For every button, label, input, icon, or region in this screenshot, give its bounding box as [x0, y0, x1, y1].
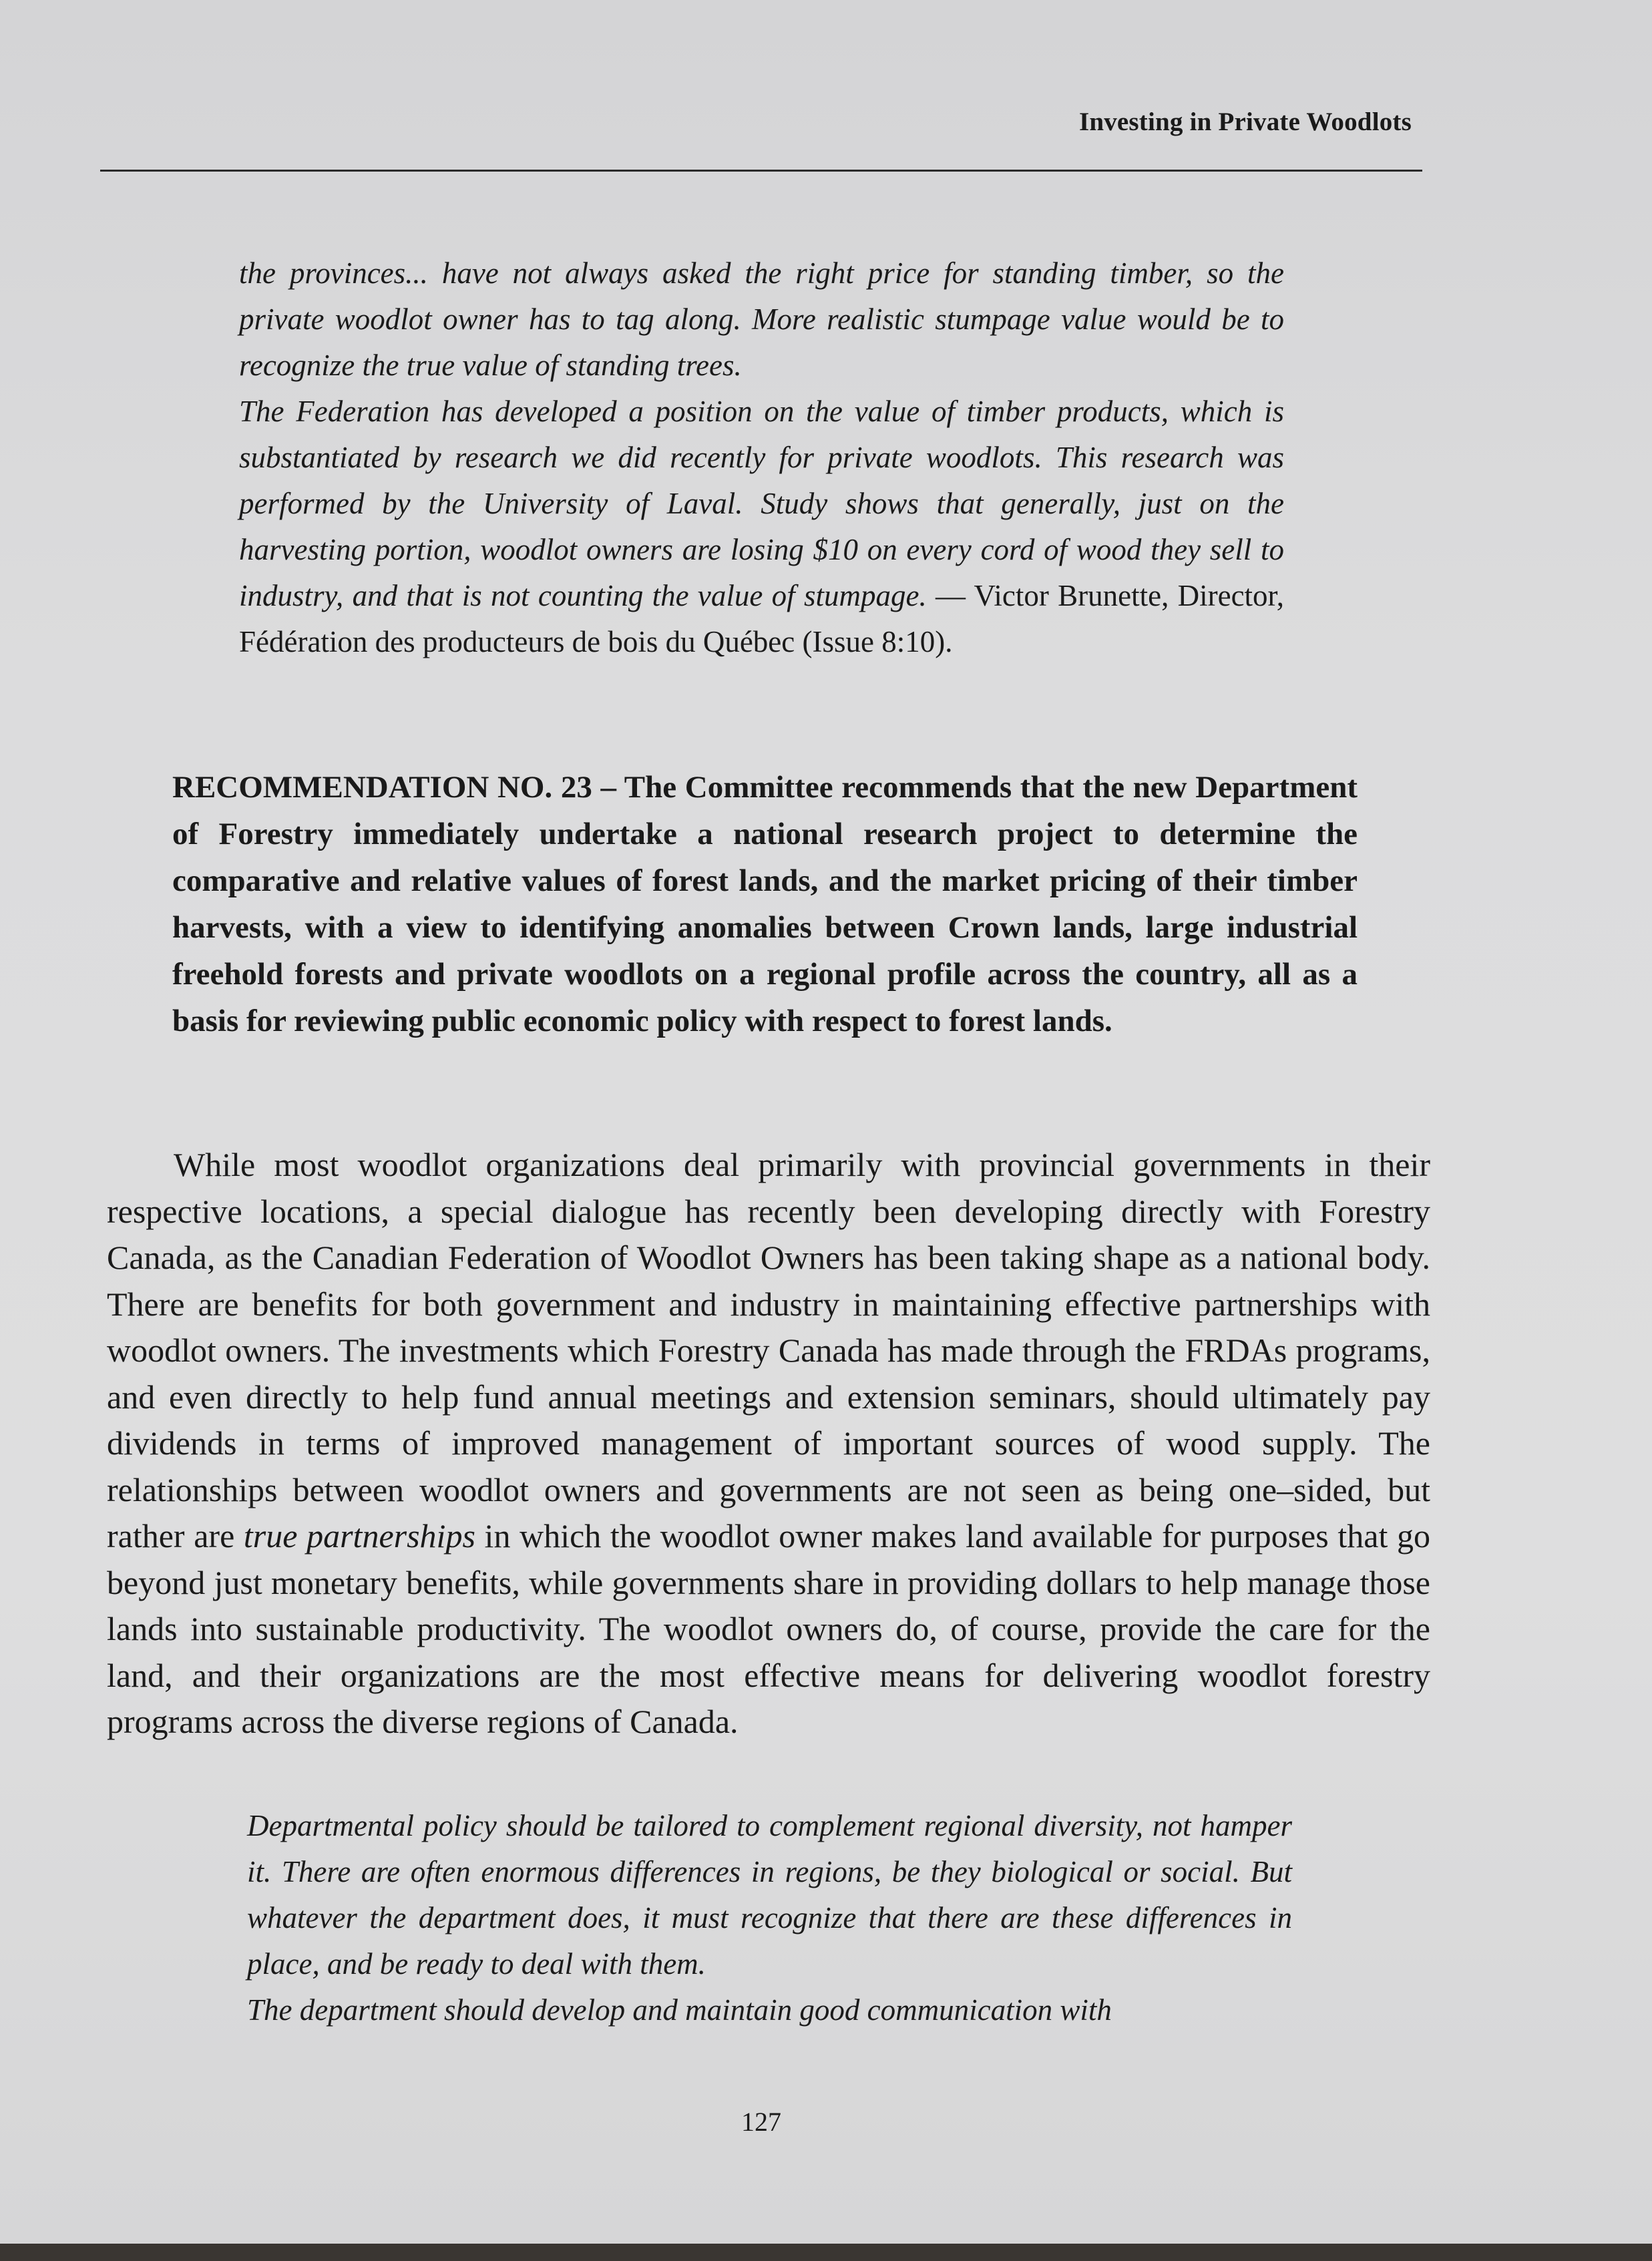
quote-paragraph: The department should develop and maintain good communication with — [247, 1993, 1112, 2027]
quote-attribution: — Victor Brunette, Director, Fédération des producteurs de bois du Québec (Issue 8:10). — [239, 579, 1284, 658]
block-quote-departmental-policy — [247, 1803, 1292, 2033]
page-number: 127 — [741, 2107, 781, 2137]
quote-paragraph: the provinces... have not always asked the right price for standing timber, so the private woodlot owner has to tag along. More realistic stumpage value would be to recognize the true value of standing trees. — [239, 256, 1284, 382]
quote-paragraph: Departmental policy should be tailored to complement regional diversity, not hamper it. There are often enormous differences in regions, be they biological or social. But whatever the department does, it must recognize that there are these differences in place, and be ready to deal with them. — [247, 1809, 1292, 1981]
recommendation-23: RECOMMENDATION NO. 23 – The Committee recommends that the new Department of Forestry immediately undertake a national research project to determine the comparative and relative values of forest lands, and the market pricing of their timber harvests, with a view to identifying anomalies between Crown lands, large industrial freehold forests and private woodlots on a regional profile across the country, all as a basis for reviewing public economic policy with respect to forest lands. — [172, 770, 1358, 1038]
body-emphasis: true partnerships — [243, 1517, 475, 1555]
quote-text: The Federation has developed a position on the value of timber products, which is substantiated by research we did recently for private woodlots. This research was performed by the University of Laval. Study shows that generally, just on the harvesting portion, woodlot owners are losing $10 on every cord of wood they sell to industry, and that is not counting the value of stumpage. — [239, 395, 1284, 612]
body-text: While most woodlot organizations deal primarily with provincial governments in their respective locations, a special dialogue has recently been developing directly with Forestry Canada, as the Canadian Federation of Woodlot Owners has been taking shape as a national body. There are benefits for both government and industry in maintaining effective partnerships with woodlot owners. The investments which Forestry Canada has made through the FRDAs programs, and even directly to help fund annual meetings and extension seminars, should ultimately pay dividends in terms of improved management of important sources of wood supply. The relationships between woodlot owners and governments are not seen as being one–sided, but rather are — [107, 1146, 1430, 1555]
quote-paragraph — [239, 389, 1284, 665]
header-rule — [100, 170, 1422, 172]
running-header-title: Investing in Private Woodlots — [1078, 108, 1412, 136]
body-paragraph — [107, 1142, 1430, 1745]
block-quote-brunette — [239, 250, 1284, 665]
body-text: in which the woodlot owner makes land available for purposes that go beyond just monetary benefits, while governments share in providing dollars to help manage those lands into sustainable productivity. The woodlot owners do, of course, provide the care for the land, and their organizations are the most effective means for delivering woodlot forestry programs across the diverse regions of Canada. — [107, 1517, 1430, 1740]
